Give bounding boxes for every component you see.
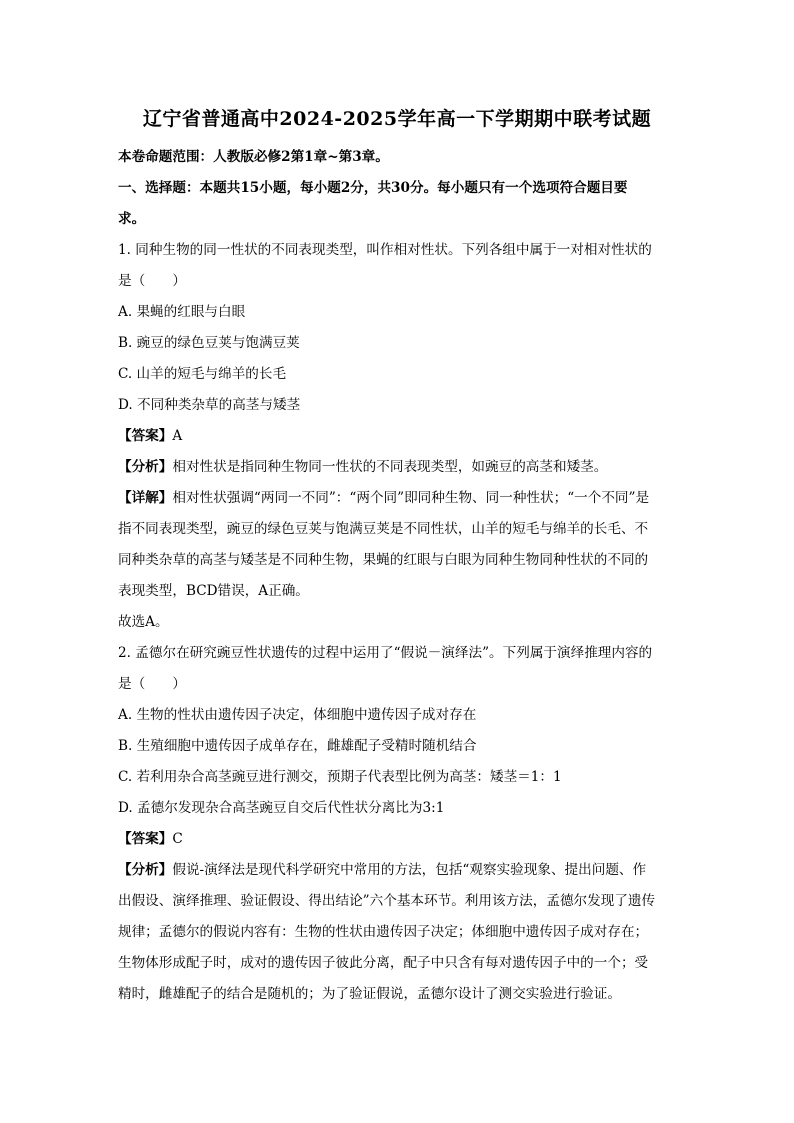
question-2: [118, 638, 676, 1010]
q1-option-d: D. 不同种类杂草的高茎与矮茎: [118, 397, 301, 413]
analysis-tag: 【分析】: [118, 862, 173, 878]
q2-analysis-line2: 出假设、演绎推理、验证假设、得出结论”六个基本环节。利用该方法，孟德尔发现了遗传: [118, 893, 656, 909]
answer-tag: 【答案】: [118, 831, 173, 847]
q1-analysis: [118, 452, 676, 483]
q2-option-a: A. 生物的性状由遗传因子决定，体细胞中遗传因子成对存在: [118, 707, 477, 723]
answer-tag: 【答案】: [118, 428, 173, 444]
q1-conclusion: 故选A。: [118, 614, 169, 630]
q1-option-b: B. 豌豆的绿色豆荚与饱满豆荚: [118, 335, 300, 351]
analysis-text: 假说-演绎法是现代科学研究中常用的方法，包括“观察实验现象、提出问题、作: [172, 862, 647, 878]
answer-value: A: [172, 428, 183, 444]
q1-detail: [118, 483, 676, 514]
analysis-tag: 【分析】: [118, 459, 173, 475]
q1-answer: [118, 421, 676, 452]
q1-detail-line3: 同种类杂草的高茎与矮茎是不同种生物，果蝇的红眼与白眼为同种生物同种性状的不同的: [118, 552, 649, 568]
page-title: 辽宁省普通高中2024-2025学年高一下学期期中联考试题: [142, 108, 652, 130]
section-heading-cont: 求。: [118, 211, 146, 227]
q2-analysis: [118, 855, 676, 886]
q2-option-d: D. 孟德尔发现杂合高茎豌豆自交后代性状分离比为3:1: [118, 800, 445, 816]
q2-option-c: C. 若利用杂合高茎豌豆进行测交，预期子代表型比例为高茎：矮茎＝1：1: [118, 769, 562, 785]
q1-stem: 1. 同种生物的同一性状的不同表现类型，叫作相对性状。下列各组中属于一对相对性状的: [118, 242, 652, 258]
q1-detail-line2: 指不同表现类型，豌豆的绿色豆荚与饱满豆荚是不同性状，山羊的短毛与绵羊的长毛、不: [118, 521, 649, 537]
q1-detail-line4: 表现类型，BCD错误，A正确。: [118, 583, 309, 599]
q2-analysis-line3: 规律；孟德尔的假说内容有：生物的性状由遗传因子决定；体细胞中遗传因子成对存在；: [118, 924, 649, 940]
question-1: [118, 235, 676, 638]
q2-stem-cont: 是（ ）: [118, 676, 186, 692]
analysis-text: 相对性状是指同种生物同一性状的不同表现类型，如豌豆的高茎和矮茎。: [172, 459, 608, 475]
detail-text: 相对性状强调“两同一不同”：“两个同”即同种生物、同一种性状；“一个不同”是: [172, 490, 650, 506]
scope-line: 本卷命题范围：人教版必修2第1章~第3章。: [118, 149, 389, 165]
section-heading: 一、选择题：本题共15小题，每小题2分，共30分。每小题只有一个选项符合题目要: [118, 180, 628, 196]
detail-tag: 【详解】: [118, 490, 173, 506]
q2-analysis-line4: 生物体形成配子时，成对的遗传因子彼此分离，配子中只含有每对遗传因子中的一个；受: [118, 955, 649, 971]
q2-stem: 2. 孟德尔在研究豌豆性状遗传的过程中运用了“假说－演绎法”。下列属于演绎推理内容的: [118, 645, 653, 661]
q2-answer: [118, 824, 676, 855]
q2-option-b: B. 生殖细胞中遗传因子成单存在，雌雄配子受精时随机结合: [118, 738, 477, 754]
q2-analysis-line5: 精时，雌雄配子的结合是随机的；为了验证假说，孟德尔设计了测交实验进行验证。: [118, 986, 621, 1002]
q1-stem-cont: 是（ ）: [118, 273, 186, 289]
q1-option-a: A. 果蝇的红眼与白眼: [118, 304, 246, 320]
q1-option-c: C. 山羊的短毛与绵羊的长毛: [118, 366, 287, 382]
document-body: [118, 142, 676, 1010]
answer-value: C: [172, 831, 183, 847]
